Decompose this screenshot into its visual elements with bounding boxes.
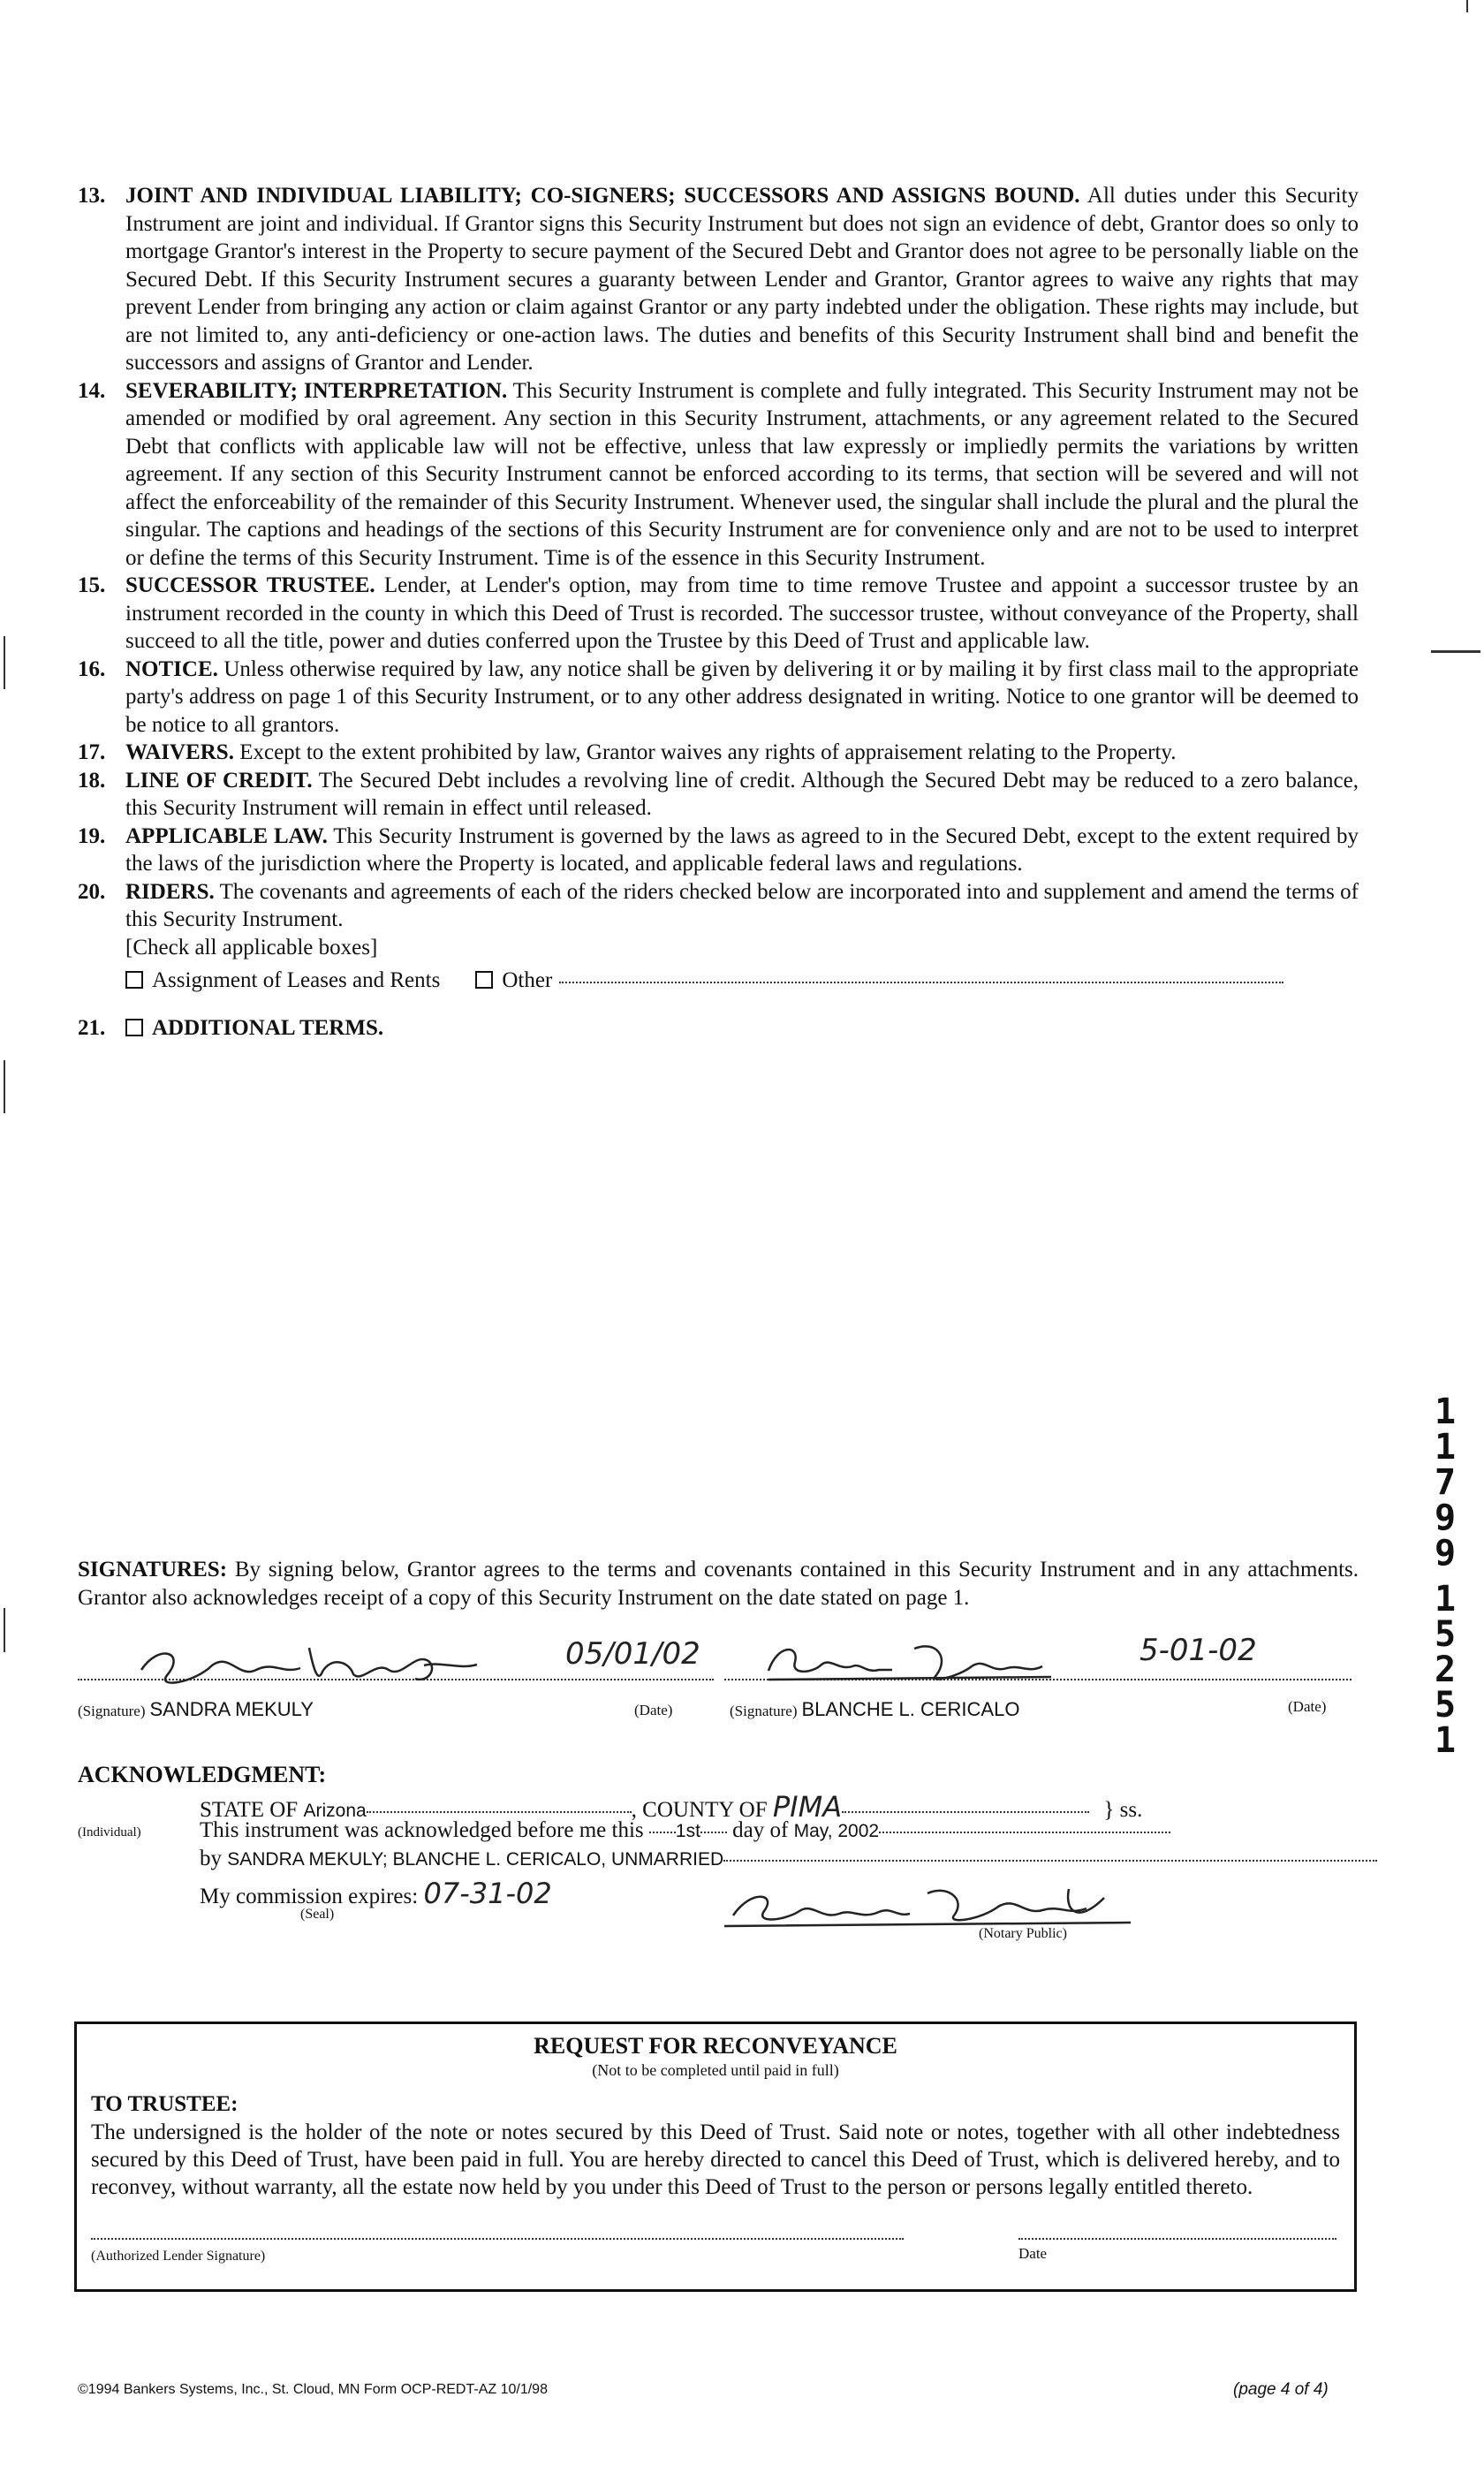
signatures-paragraph (78, 1556, 1359, 1612)
section-heading: JOINT AND INDIVIDUAL LIABILITY; CO-SIGNERS; SUCCESSORS AND ASSIGNS BOUND. (125, 184, 1080, 208)
section-13 (78, 182, 1359, 377)
signatures-text: By signing below, Grantor agrees to the terms and covenants contained in this Security Instrument and in any attachments. Grantor also acknowledges receipt of a copy of this Security Instrument on the date stated on page 1. (78, 1558, 1359, 1610)
recording-number-bottom: 1 5 2 5 1 (1434, 1579, 1457, 1761)
individual-label: (Individual) (78, 1825, 141, 1839)
county-value: PIMA (772, 1790, 843, 1824)
commission-date: 07-31-02 (423, 1877, 552, 1910)
to-trustee-label: TO TRUSTEE: (91, 2092, 238, 2116)
section-number: 13. (78, 184, 106, 208)
scan-mark (1466, 0, 1468, 12)
ss-mark: } ss. (1103, 1798, 1143, 1822)
ack-day: 1st (675, 1821, 700, 1841)
section-number: 17. (78, 740, 106, 764)
section-text: All duties under this Security Instrument are joint and individual. If Grantor signs this Security Instrument but does not sign an evidence of debt, Grantor does so only to mortgage Grantor's interest in the Property to secure payment of the Secured Debt and Grantor does not agree to be personally liable on the Secured Debt. If this Security Instrument secures a guaranty between Lender and Grantor, Grantor agrees to waive any rights that may prevent Lender from bringing any action or claim against Grantor or any party indebted under the obligation. These rights may include, but are not limited to, any anti-deficiency or one-action laws. The duties and benefits of this Security Instrument shall bind and benefit the successors and assigns of Grantor and Lender. (125, 184, 1359, 375)
lender-signature-caption: (Authorized Lender Signature) (91, 2249, 266, 2264)
signatures-heading: SIGNATURES: (78, 1558, 228, 1582)
terms-sections (78, 182, 1359, 1041)
date-caption-right: (Date) (1288, 1698, 1327, 1715)
section-17 (78, 739, 1359, 767)
fill-line (649, 1832, 676, 1833)
notary-signature (716, 1871, 1148, 1942)
commission-line: My commission expires: 07-31-02 (200, 1877, 552, 1910)
reconveyance-subtitle: (Not to be completed until paid in full) (592, 2061, 839, 2079)
section-number: 16. (78, 656, 106, 681)
form-footer: ©1994 Bankers Systems, Inc., St. Cloud, MN Form OCP-REDT-AZ 10/1/98 (78, 2382, 548, 2397)
section-19 (78, 823, 1359, 878)
signature-caption-left: (Signature) SANDRA MEKULY (78, 1698, 314, 1720)
section-heading: WAIVERS. (125, 740, 234, 764)
section-number: 15. (78, 573, 106, 597)
section-text: This Security Instrument is governed by the laws as agreed to in the Secured Debt, except to the extent required by the laws of the jurisdiction where the Property is located, and applicable federal laws and regulations. (125, 823, 1359, 876)
fill-line (842, 1811, 1089, 1813)
section-15 (78, 572, 1359, 656)
fill-line (367, 1811, 632, 1813)
reconveyance-title: REQUEST FOR RECONVEYANCE (534, 2033, 897, 2059)
notary-label: (Notary Public) (979, 1926, 1067, 1941)
signature-date-right: 5-01-02 (1140, 1633, 1257, 1668)
section-text: Except to the extent prohibited by law, Grantor waives any rights of appraisement relating to the Property. (233, 740, 1177, 764)
date-caption: Date (1018, 2245, 1048, 2262)
section-heading: APPLICABLE LAW. (125, 823, 328, 848)
date-line (1018, 2238, 1336, 2240)
date-caption-left: (Date) (634, 1702, 673, 1718)
recording-number-top: 1 1 7 9 9 (1434, 1392, 1457, 1574)
fill-line (559, 982, 1283, 983)
section-text: Lender, at Lender's option, may from time to time remove Trustee and appoint a successor trustee by an instrument recorded in the county in which this Deed of Trust is recorded. The successor trustee, without conveyance of the Property, shall succeed to all the title, power and duties conferred upon the Trustee by this Deed of Trust and applicable law. (125, 573, 1359, 653)
reconveyance-body: The undersigned is the holder of the note or notes secured by this Deed of Trust. Said note or notes, together with all other indebtedness secured by this Deed of Trust, have been paid in full. You are hereby directed to cancel this Deed of Trust, which is delivered hereby, and to reconvey, without warranty, all the estate now held by you under this Deed of Trust to the person or persons legally entitled thereto. (91, 2120, 1340, 2199)
signature-sandra-mekuly (132, 1635, 504, 1696)
scan-mark (4, 636, 5, 689)
section-text: This Security Instrument is complete and fully integrated. This Security Instrument may not be amended or modified by oral agreement. Any section in this Security Instrument, attachments, or any agreement related to the Secured Debt that conflicts with applicable law will not be effective, unless that law expressly or impliedly permits the variations by written agreement. If any section of this Security Instrument cannot be enforced according to its terms, that section will be severed and will not affect the enforceability of the remainder of this Security Instrument. Whenever used, the singular shall include the plural and the plural the singular. The captions and headings of the sections of this Security Instrument are for convenience only and are not to be used to interpret or define the terms of this Security Instrument. Time is of the essence in this Security Instrument. (125, 378, 1359, 570)
section-14 (78, 377, 1359, 573)
checkbox[interactable] (125, 1019, 143, 1036)
section-heading: SUCCESSOR TRUSTEE. (125, 573, 375, 597)
section-heading: ADDITIONAL TERMS. (152, 1016, 384, 1040)
section-heading: NOTICE. (125, 656, 218, 681)
section-number: 14. (78, 378, 106, 403)
state-line: STATE OF Arizona , COUNTY OF PIMA } ss. (200, 1790, 1143, 1824)
ack-month-year: May, 2002 (793, 1821, 880, 1841)
section-18 (78, 767, 1359, 823)
acknowledgment-title: ACKNOWLEDGMENT: (78, 1762, 327, 1787)
section-16 (78, 656, 1359, 740)
rider-other-label: Other (502, 968, 553, 992)
section-heading: SEVERABILITY; INTERPRETATION. (125, 378, 508, 403)
section-number: 18. (78, 768, 106, 793)
section-20 (78, 878, 1359, 934)
rider-assignment-label: Assignment of Leases and Rents (152, 968, 441, 992)
scan-mark (4, 1608, 5, 1652)
checkbox[interactable] (125, 971, 143, 989)
state-value: Arizona (303, 1801, 367, 1821)
by-line: by SANDRA MEKULY; BLANCHE L. CERICALO, UNMARRIED (200, 1847, 1377, 1871)
section-number: 20. (78, 879, 106, 904)
section-number: 19. (78, 823, 106, 848)
scan-mark (1431, 650, 1480, 653)
rider-assignment[interactable] (125, 965, 440, 997)
seal-label: (Seal) (300, 1907, 335, 1922)
checkbox[interactable] (475, 971, 493, 989)
check-all-note: [Check all applicable boxes] (125, 935, 378, 960)
scan-mark (4, 1060, 5, 1113)
fill-line (879, 1832, 1170, 1833)
section-text: The covenants and agreements of each of the riders checked below are incorporated into and supplement and amend the terms of this Security Instrument. (125, 879, 1359, 931)
section-21 (78, 1016, 1359, 1041)
signature-date-left: 05/01/02 (565, 1636, 700, 1672)
lender-signature-line (91, 2238, 904, 2240)
section-text: Unless otherwise required by law, any notice shall be given by delivering it or by mailing it by first class mail to the appropriate party's address on page 1 of this Security Instrument, or to any other address designated in writing. Notice to one grantor will be deemed to be notice to all grantors. (125, 656, 1359, 737)
signer-name: BLANCHE L. CERICALO (801, 1698, 1020, 1720)
signature-caption-right: (Signature) BLANCHE L. CERICALO (730, 1698, 1020, 1720)
rider-other[interactable] (475, 965, 1283, 997)
page-number: (page 4 of 4) (1233, 2380, 1329, 2399)
acknowledged-line: This instrument was acknowledged before me this 1st day of May, 2002 (200, 1818, 1170, 1843)
signature-blanche-cericalo (760, 1631, 1078, 1693)
rider-checkboxes (125, 965, 1359, 997)
ack-names: SANDRA MEKULY; BLANCHE L. CERICALO, UNMARRIED (227, 1849, 724, 1870)
section-text: The Secured Debt includes a revolving line of credit. Although the Secured Debt may be reduced to a zero balance, this Security Instrument will remain in effect until released. (125, 768, 1359, 820)
reconveyance-box (74, 2022, 1357, 2292)
section-number: 21. (78, 1016, 106, 1040)
section-heading: LINE OF CREDIT. (125, 768, 313, 793)
acknowledgment (78, 1762, 1359, 1788)
fill-line (700, 1832, 727, 1833)
signer-name: SANDRA MEKULY (149, 1698, 314, 1720)
section-heading: RIDERS. (125, 879, 215, 904)
fill-line (723, 1860, 1377, 1862)
